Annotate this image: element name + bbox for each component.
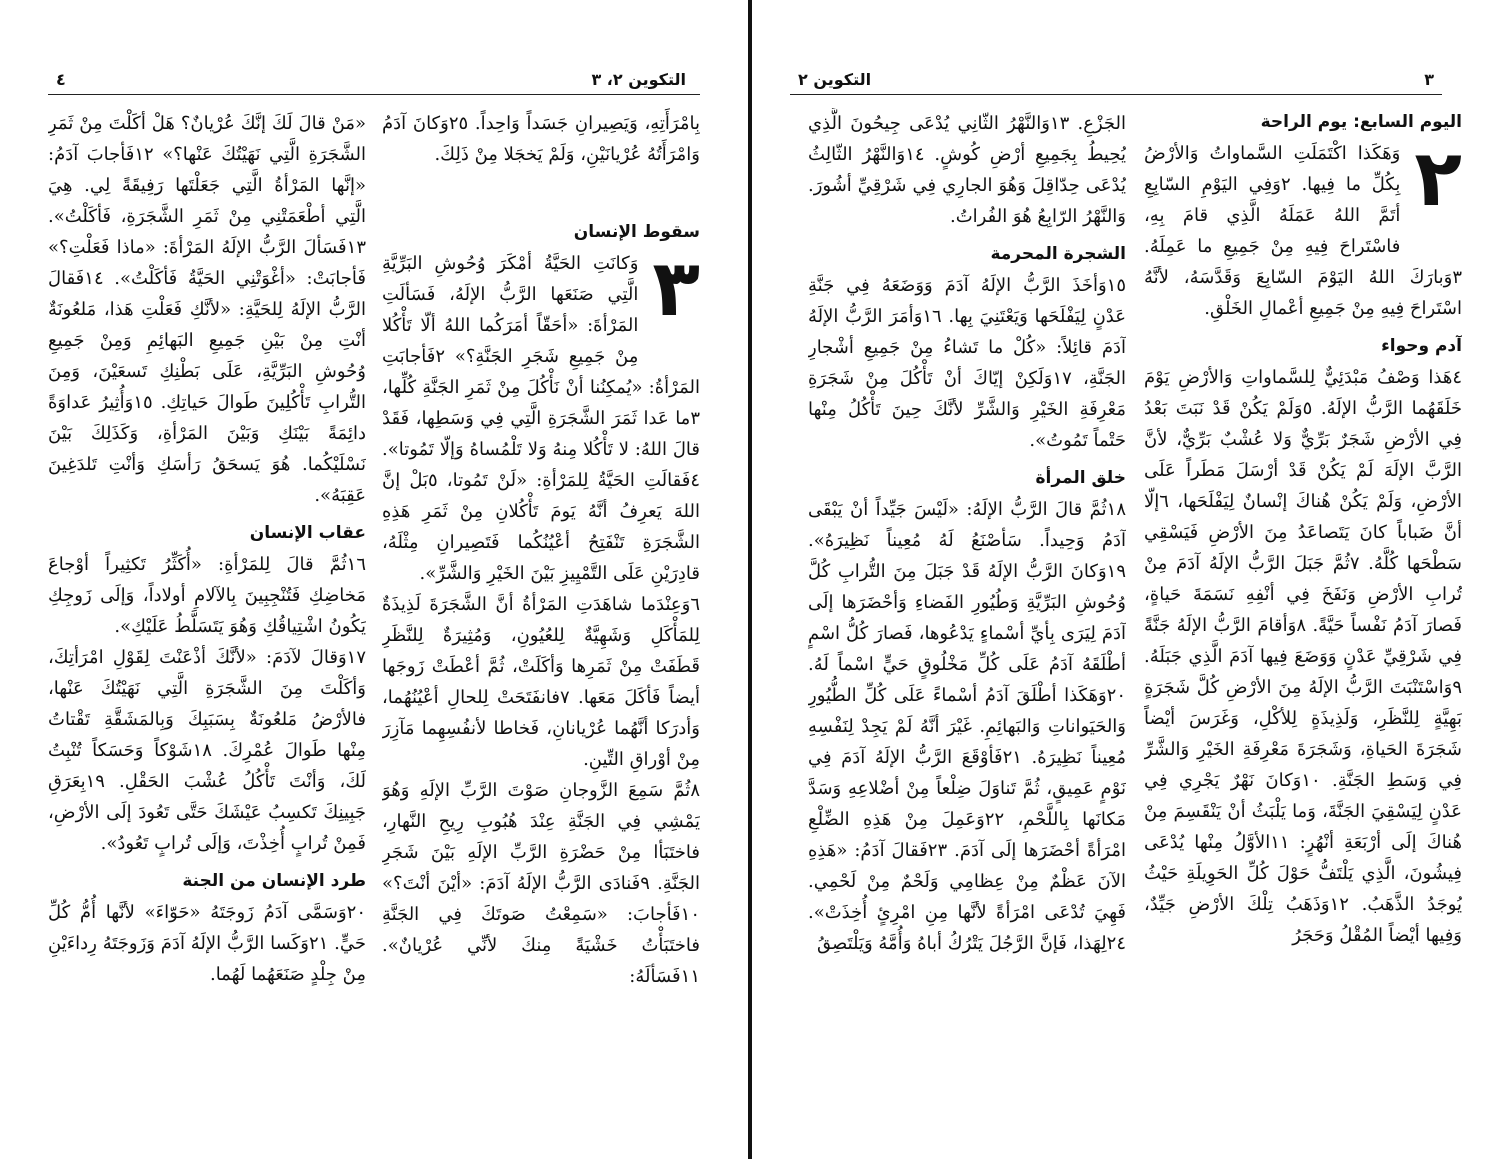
- paragraph: ٤هَذا وَصْفُ مَبْدَئِيٌّ لِلسَّماواتِ وَالأرْضِ يَوْمَ خَلَقَهُما الرَّبُّ الإلَهُ. ٥وَلَمْ يَكُنْ قَدْ نَبَتَ بَعْدُ فِي الأرْضِ شَجَرٌ بَرِّيٌّ وَلا عُشْبٌ بَرِّيٌّ، لأنَّ الرَّبَّ الإلَهَ لَمْ يَكُنْ قَدْ أرْسَلَ مَطَراً عَلَى الأرْضِ، وَلَمْ يَكُنْ هُناكَ إنْسانٌ لِيَفْلَحَها، ٦إلّا أنَّ ضَباباً كانَ يَتَصاعَدُ مِنَ الأرْضِ فَيَسْقِي سَطْحَها كُلَّهُ. ٧ثُمَّ جَبَلَ الرَّبُّ الإلَهُ آدَمَ مِنْ تُرابِ الأرْضِ وَنَفَخَ فِي أنْفِهِ نَسَمَةَ حَياةٍ، فَصارَ آدَمُ نَفْساً حَيَّةً. ٨وَأقامَ الرَّبُّ الإلَهُ جَنَّةً فِي شَرْقِيِّ عَدْنٍ وَوَضَعَ فِيها آدَمَ الَّذِي جَبَلَهُ. ٩وَاسْتَنْبَتَ الرَّبُّ الإلَهُ مِنَ الأرْضِ كُلَّ شَجَرَةٍ بَهِيَّةٍ لِلنَّظَرِ، وَلَذِيذَةٍ لِلأكْلِ، وَغَرَسَ أيْضاً شَجَرَةَ الحَياةِ، وَشَجَرَةَ مَعْرِفَةِ الخَيْرِ وَالشَّرِّ فِي وَسَطِ الجَنَّةِ. ١٠وَكانَ نَهْرٌ يَجْرِي فِي عَدْنٍ لِيَسْقِيَ الجَنَّةَ، وَما يَلْبَثُ أنْ يَنْقَسِمَ مِنْ هُناكَ إلَى أرْبَعَةِ أنْهُرٍ: ١١الأوَّلُ مِنْها يُدْعَى فِيشُونَ، الَّذِي يَلْتَفُّ حَوْلَ كُلِّ الحَوِيلَةِ حَيْثُ يُوجَدُ الذَّهَبُ. ١٢وَذَهَبُ تِلْكَ الأرْضِ جَيِّدٌ، وَفِيها أيْضاً المُقْلُ وَحَجَرُ: [1144, 367, 1462, 946]
- text-column-left: [48, 108, 366, 1148]
- section-heading: سقوط الإنسان: [573, 222, 700, 242]
- paragraph: ١٧وَقالَ لآدَمَ: «لأنَّكَ أذْعَنْتَ لِقَوْلِ امْرَأتِكَ، وَأكَلْتَ مِنَ الشَّجَرَةِ الَّتِي نَهَيْتُكَ عَنْها، فالأرْضُ مَلعُونَةٌ بِسَبَبِكَ وَبِالمَشَقَّةِ تَقْتاتُ مِنْها طَوالَ عُمْرِكَ. ١٨شَوْكاً وَحَسَكاً تُنْبِتُ لَكَ، وَأنْتَ تَأْكُلُ عُشْبَ الحَقْلِ. ١٩بِعَرَقِ جَبِينِكَ تَكسِبُ عَيْشَكَ حَتَّى تَعُودَ إلَى الأرْضِ، فَمِنْ تُرابٍ أُخِذْتَ، وَإلَى تُرابٍ تَعُودُ».: [48, 647, 366, 854]
- running-header: [48, 66, 700, 95]
- paragraph: وَكانَتِ الحَيَّةُ أمْكَرَ وُحُوشِ البَرِّيَّةِ الَّتِي صَنَعَها الرَّبُّ الإلَهُ، فَسَألَتِ المَرْأةَ: «أحَقّاً أمَرَكُما اللهُ ألّا تَأْكُلا مِنْ جَمِيعِ شَجَرِ الجَنَّةِ؟» ٢فَأجابَتِ المَرْأةُ: «يُمكِنُنا أنْ نَأْكُلَ مِنْ ثَمَرِ الجَنَّةِ كُلِّها، ٣ما عَدا ثَمَرَ الشَّجَرَةِ الَّتِي فِي وَسَطِها، فَقَدْ قالَ اللهُ: لا تَأْكُلا مِنهُ وَلا تَلْمُساهُ وَإلّا تَمُوتا». ٤فَقالَتِ الحَيَّةُ لِلمَرْأةِ: «لَنْ تَمُوتا، ٥بَلْ إنَّ اللهَ يَعرِفُ أنَّهُ يَومَ تَأْكُلانِ مِنْ ثَمَرِ هَذِهِ الشَّجَرَةِ تَنْفَتِحُ أعْيُنُكُما فَتَصِيرانِ مِثْلَهُ، قادِرَيْنِ عَلَى التَّمْيِيزِ بَيْنَ الخَيْرِ وَالشَّرِّ».: [382, 253, 700, 584]
- section-heading: خلق المرأة: [1035, 468, 1126, 488]
- page-number: ٣: [1424, 70, 1434, 89]
- paragraph: ٦وَعِنْدَما شاهَدَتِ المَرْأةُ أنَّ الشَّجَرَةَ لَذِيذَةٌ لِلمَأْكَلِ وَشَهِيَّةٌ لِلعُيُونِ، وَمُثِيرَةٌ لِلنَّظَرِ قَطَفَتْ مِنْ ثَمَرِها وَأكَلَتْ، ثُمَّ أعْطَتْ زَوجَها أيضاً فَأكَلَ مَعَها. ٧فانفَتَحَتْ لِلحالِ أعْيُنُهُما، وَأدرَكا أنَّهُما عُرْيانانِ، فَخاطا لأنفُسِهِما مَآزِرَ مِنْ أوْراقِ التِّينِ.: [382, 594, 700, 770]
- section-heading: عقاب الإنسان: [249, 523, 366, 543]
- running-title: التكوين ٢، ٣: [591, 70, 686, 89]
- section-heading: اليوم السابع: يوم الراحة: [1260, 112, 1462, 132]
- paragraph: ١٨ثُمَّ قالَ الرَّبُّ الإلَهُ: «لَيْسَ جَيِّداً أنْ يَبْقَى آدَمُ وَحِيداً. سَأصْنَعُ لَهُ مُعِيناً نَظِيرَهُ». ١٩وَكانَ الرَّبُّ الإلَهُ قَدْ جَبَلَ مِنَ التُّرابِ كُلَّ وُحُوشِ البَرِّيَّةِ وَطُيُورِ الفَضاءِ وَأحْضَرَها إلَى آدَمَ لِيَرَى بِأيِّ أسْماءٍ يَدْعُوها، فَصارَ كُلُّ اسْمٍ أطْلَقَهُ آدَمُ عَلَى كُلِّ مَخْلُوقٍ حَيٍّ اسْماً لَهُ. ٢٠وَهَكَذا أطْلَقَ آدَمُ أسْماءً عَلَى كُلِّ الطُّيُورِ وَالحَيَواناتِ وَالبَهائِمِ. غَيْرَ أنَّهُ لَمْ يَجِدْ لِنَفْسِهِ مُعِيناً نَظِيرَهُ. ٢١فَأوْقَعَ الرَّبُّ الإلَهُ آدَمَ فِي نَوْمٍ عَمِيقٍ، ثُمَّ تَناوَلَ ضِلْعاً مِنْ أضْلاعِهِ وَسَدَّ مَكانَها بِاللَّحْمِ، ٢٢وَعَمِلَ مِنْ هَذِهِ الضِّلْعِ امْرَأةً أحْضَرَها إلَى آدَمَ. ٢٣فَقالَ آدَمُ: «هَذِهِ الآنَ عَظْمٌ مِنْ عِظامِي وَلَحْمٌ مِنْ لَحْمِي. فَهِيَ تُدْعَى امْرَأةً لأنَّها مِنِ امْرِئٍ أُخِذَتْ». ٢٤لِهَذا، فَإنَّ الرَّجُلَ يَتْرُكُ أباهُ وَأُمَّهُ وَيَلْتَصِقُ: [808, 499, 1126, 954]
- text-column-right: [382, 108, 700, 1148]
- paragraph: ٨ثُمَّ سَمِعَ الزَّوجانِ صَوْتَ الرَّبِّ الإلَهِ وَهُوَ يَمْشِي فِي الجَنَّةِ عِنْدَ هُبُوبِ رِيحِ النَّهارِ، فاختَبَأا مِنْ حَضْرَةِ الرَّبِّ الإلَهِ بَيْنَ شَجَرِ الجَنَّةِ. ٩فَنادَى الرَّبُّ الإلَهُ آدَمَ: «أيْنَ أنْتَ؟» ١٠فَأجابَ: «سَمِعْتُ صَوتَكَ فِي الجَنَّةِ فاختَبَأْتُ خَشْيَةً مِنكَ لأنِّي عُرْيانٌ». ١١فَسَألَهُ:: [382, 780, 700, 987]
- section-heading: آدم وحواء: [1381, 336, 1462, 356]
- paragraph: ١٥وَأخَذَ الرَّبُّ الإلَهُ آدَمَ وَوَضَعَهُ فِي جَنَّةِ عَدْنٍ لِيَفْلَحَها وَيَعْتَنِيَ بِها. ١٦وَأمَرَ الرَّبُّ الإلَهُ آدَمَ قائِلاً: «كُلْ ما تَشاءُ مِنْ جَمِيعِ أشْجارِ الجَنَّةِ، ١٧وَلَكِنْ إيّاكَ أنْ تَأْكُلَ مِنْ شَجَرَةِ مَعْرِفَةِ الخَيْرِ وَالشَّرِّ لأنَّكَ حِينَ تَأْكُلُ مِنْها حَتْماً تَمُوتُ».: [808, 275, 1126, 451]
- chapter-number: ٣: [652, 244, 700, 334]
- paragraph: ٢٠وَسَمَّى آدَمُ زَوجَتَهُ «حَوّاءَ» لأنَّها أُمُّ كُلِّ حَيٍّ. ٢١وَكَسا الرَّبُّ الإلَهُ آدَمَ وَزَوجَتَهُ رِداءَيْنِ مِنْ جِلْدٍ صَنَعَهُما لَهُما.: [48, 902, 366, 985]
- section-heading: الشجرة المحرمة: [990, 244, 1126, 264]
- left-page: [0, 0, 748, 1159]
- running-title: التكوين ٢: [798, 70, 872, 89]
- right-page: [752, 0, 1500, 1159]
- paragraph: الجَزْعِ. ١٣وَالنَّهْرُ الثّانِي يُدْعَى جِيحُونَ الَّذِي يُحِيطُ بِجَمِيعِ أرْضِ كُوشٍ. ١٤وَالنَّهْرُ الثّالِثُ يُدْعَى حِدّاقِلَ وَهُوَ الجارِي فِي شَرْقِيِّ أشُورَ. وَالنَّهْرُ الرّابِعُ هُوَ الفُراتُ.: [808, 113, 1126, 227]
- section-heading: طرد الإنسان من الجنة: [182, 871, 366, 891]
- paragraph: ١٦ثُمَّ قالَ لِلمَرْأةِ: «أُكَثِّرُ تَكثِيراً أوْجاعَ مَخاضِكِ فَتُنْجِبِينَ بِالآلامِ أولاداً، وَإلَى زَوجِكِ يَكُونُ اشْتِياقُكِ وَهُوَ يَتَسَلَّطُ عَلَيْكِ».: [48, 554, 366, 637]
- paragraph: «مَنْ قالَ لَكَ إنَّكَ عُرْيانٌ؟ هَلْ أكَلْتَ مِنْ ثَمَرِ الشَّجَرَةِ الَّتِي نَهَيْتُكَ عَنْها؟» ١٢فَأجابَ آدَمُ: «إنَّها المَرْأةُ الَّتِي جَعَلْتَها رَفِيقَةً لِي. هِيَ الَّتِي أطْعَمَتْنِي مِنْ ثَمَرِ الشَّجَرَةِ، فَأكَلْتُ». ١٣فَسَألَ الرَّبُّ الإلَهُ المَرْأةَ: «ماذا فَعَلْتِ؟» فَأجابَتْ: «أغْوَتْنِي الحَيَّةُ فَأكَلْتُ». ١٤فَقالَ الرَّبُّ الإلَهُ لِلحَيَّةِ: «لأنَّكِ فَعَلْتِ هَذا، مَلعُونَةٌ أنْتِ مِنْ بَيْنِ جَمِيعِ البَهائِمِ وَمِنْ جَمِيعِ وُحُوشِ البَرِّيَّةِ، عَلَى بَطْنِكِ تَسعَيْنَ، وَمِنَ التُّرابِ تَأْكُلِينَ طَوالَ حَياتِكِ. ١٥وَأُثِيرُ عَداوَةً دائِمَةً بَيْنَكِ وَبَيْنَ المَرْأةِ، وَكَذَلِكَ بَيْنَ نَسْلَيْكُما. هُوَ يَسحَقُ رَأسَكِ وَأنْتِ تَلدَغِينَ عَقِبَهُ».: [48, 113, 366, 506]
- paragraph: وَهَكَذا اكْتَمَلَتِ السَّماواتُ وَالأرْضُ بِكُلِّ ما فِيها. ٢وَفِي اليَوْمِ السّابِعِ أتَمَّ اللهُ عَمَلَهُ الَّذِي قامَ بِهِ، فاسْتَراحَ فِيهِ مِنْ جَمِيعِ ما عَمِلَهُ. ٣وَبارَكَ اللهُ اليَوْمَ السّابِعَ وَقَدَّسَهُ، لأنَّهُ اسْتَراحَ فِيهِ مِنْ جَمِيعِ أعْمالِ الخَلْقِ.: [1144, 143, 1462, 319]
- text-column-right: [1144, 108, 1462, 1148]
- page-number: ٤: [56, 70, 66, 89]
- running-header: [790, 66, 1442, 95]
- chapter-number: ٢: [1414, 134, 1462, 224]
- paragraph: بِامْرَأَتِهِ، وَيَصِيرانِ جَسَداً وَاحِداً. ٢٥وَكانَ آدَمُ وَامْرَأَتُهُ عُرْيانَيْنِ، وَلَمْ يَخجَلا مِنْ ذَلِكَ.: [382, 113, 700, 165]
- text-column-left: [808, 108, 1126, 1148]
